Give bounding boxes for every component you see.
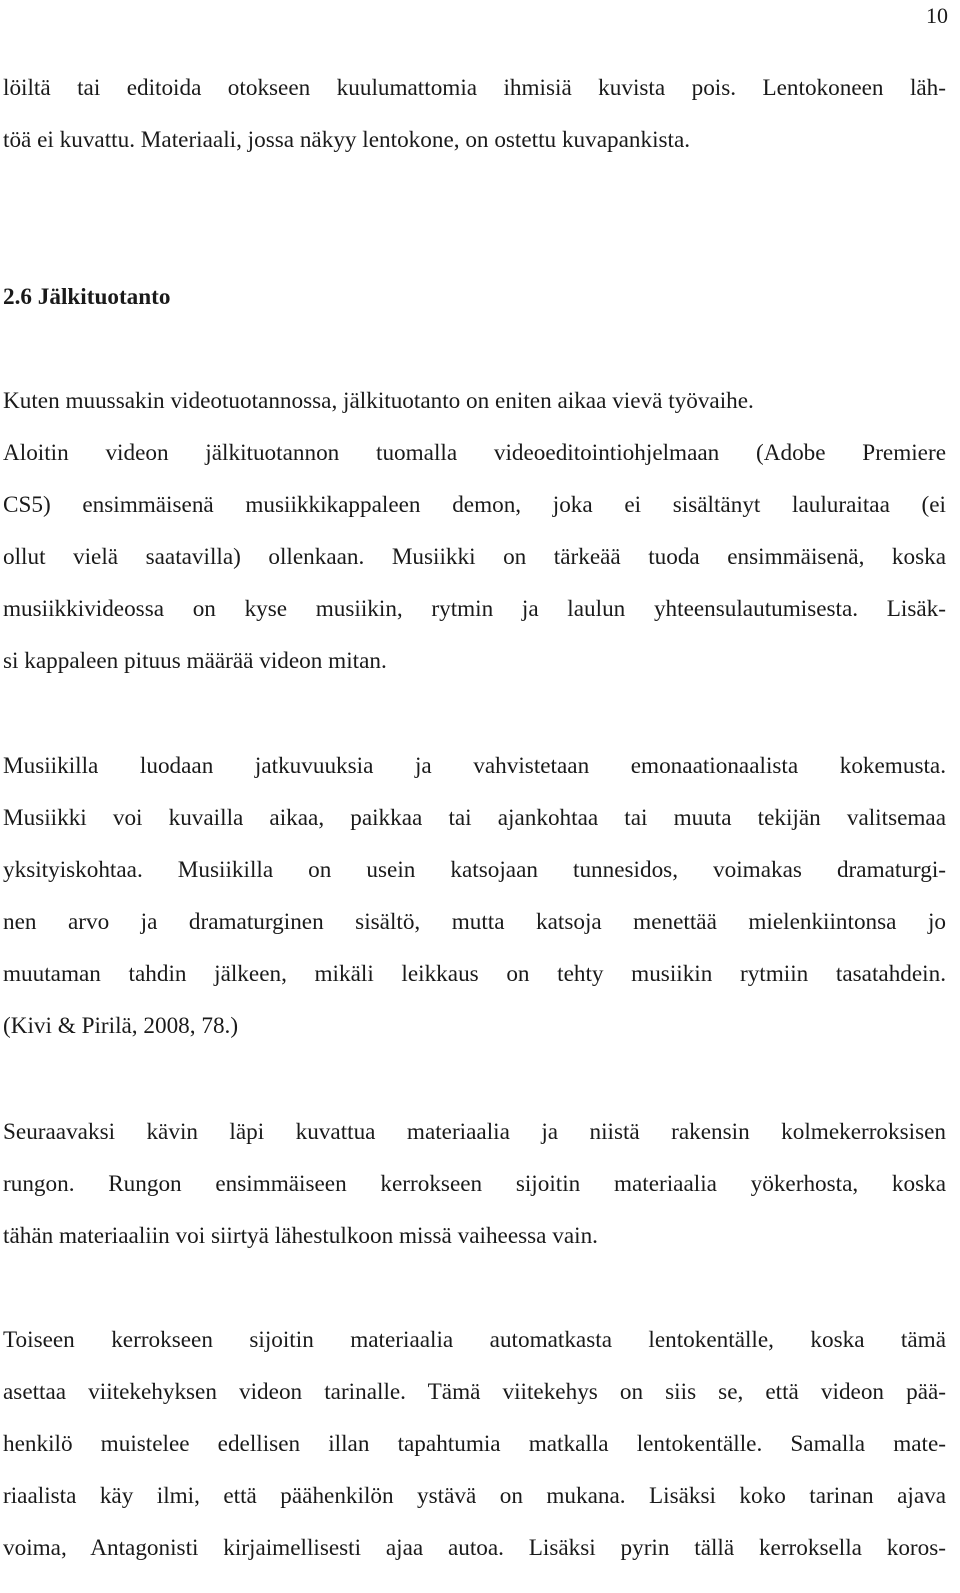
text-line: rungon. Rungon ensimmäiseen kerrokseen sijoitin materiaalia yökerhosta, koska (3, 1171, 946, 1197)
text-line: yksityiskohtaa. Musiikilla on usein katsojaan tunnesidos, voimakas dramaturgi- (3, 857, 946, 883)
text-line: riaalista käy ilmi, että päähenkilön ystävä on mukana. Lisäksi koko tarinan ajava (3, 1483, 946, 1509)
text-line: Aloitin videon jälkituotannon tuomalla videoeditointiohjelmaan (Adobe Premiere (3, 440, 946, 466)
text-line: nen arvo ja dramaturginen sisältö, mutta katsoja menettää mielenkiintonsa jo (3, 909, 946, 935)
section-heading: 2.6 Jälkituotanto (3, 284, 171, 310)
text-line: tähän materiaaliin voi siirtyä lähestulkoon missä vaiheessa vain. (3, 1223, 598, 1249)
text-line: muutaman tahdin jälkeen, mikäli leikkaus on tehty musiikin rytmiin tasatahdein. (3, 961, 946, 987)
text-line: Kuten muussakin videotuotannossa, jälkituotanto on eniten aikaa vievä työvaihe. (3, 388, 754, 414)
text-line: asettaa viitekehyksen videon tarinalle. Tämä viitekehys on siis se, että videon pää- (3, 1379, 946, 1405)
text-line: ollut vielä saatavilla) ollenkaan. Musiikki on tärkeää tuoda ensimmäisenä, koska (3, 544, 946, 570)
text-line: henkilö muistelee edellisen illan tapahtumia matkalla lentokentälle. Samalla mate- (3, 1431, 946, 1457)
page-number: 10 (926, 3, 948, 28)
text-line: Seuraavaksi kävin läpi kuvattua materiaalia ja niistä rakensin kolmekerroksisen (3, 1119, 946, 1145)
text-line: töä ei kuvattu. Materiaali, jossa näkyy lentokone, on ostettu kuvapankista. (3, 127, 691, 153)
text-line: musiikkivideossa on kyse musiikin, rytmin ja laulun yhteensulautumisesta. Lisäk- (3, 596, 946, 622)
text-line: (Kivi & Pirilä, 2008, 78.) (3, 1013, 239, 1039)
text-line: voima, Antagonisti kirjaimellisesti ajaa autoa. Lisäksi pyrin tällä kerroksella koros- (3, 1535, 946, 1561)
text-line: CS5) ensimmäisenä musiikkikappaleen demon, joka ei sisältänyt lauluraitaa (ei (3, 492, 946, 518)
text-line: Toiseen kerrokseen sijoitin materiaalia automatkasta lentokentälle, koska tämä (3, 1327, 946, 1353)
text-line: Musiikilla luodaan jatkuvuuksia ja vahvistetaan emonaationaalista kokemusta. (3, 753, 946, 779)
text-line: si kappaleen pituus määrää videon mitan. (3, 648, 387, 674)
text-line: Musiikki voi kuvailla aikaa, paikkaa tai ajankohtaa tai muuta tekijän valitsemaa (3, 805, 946, 831)
text-line: löiltä tai editoida otokseen kuulumattomia ihmisiä kuvista pois. Lentokoneen läh- (3, 75, 946, 101)
